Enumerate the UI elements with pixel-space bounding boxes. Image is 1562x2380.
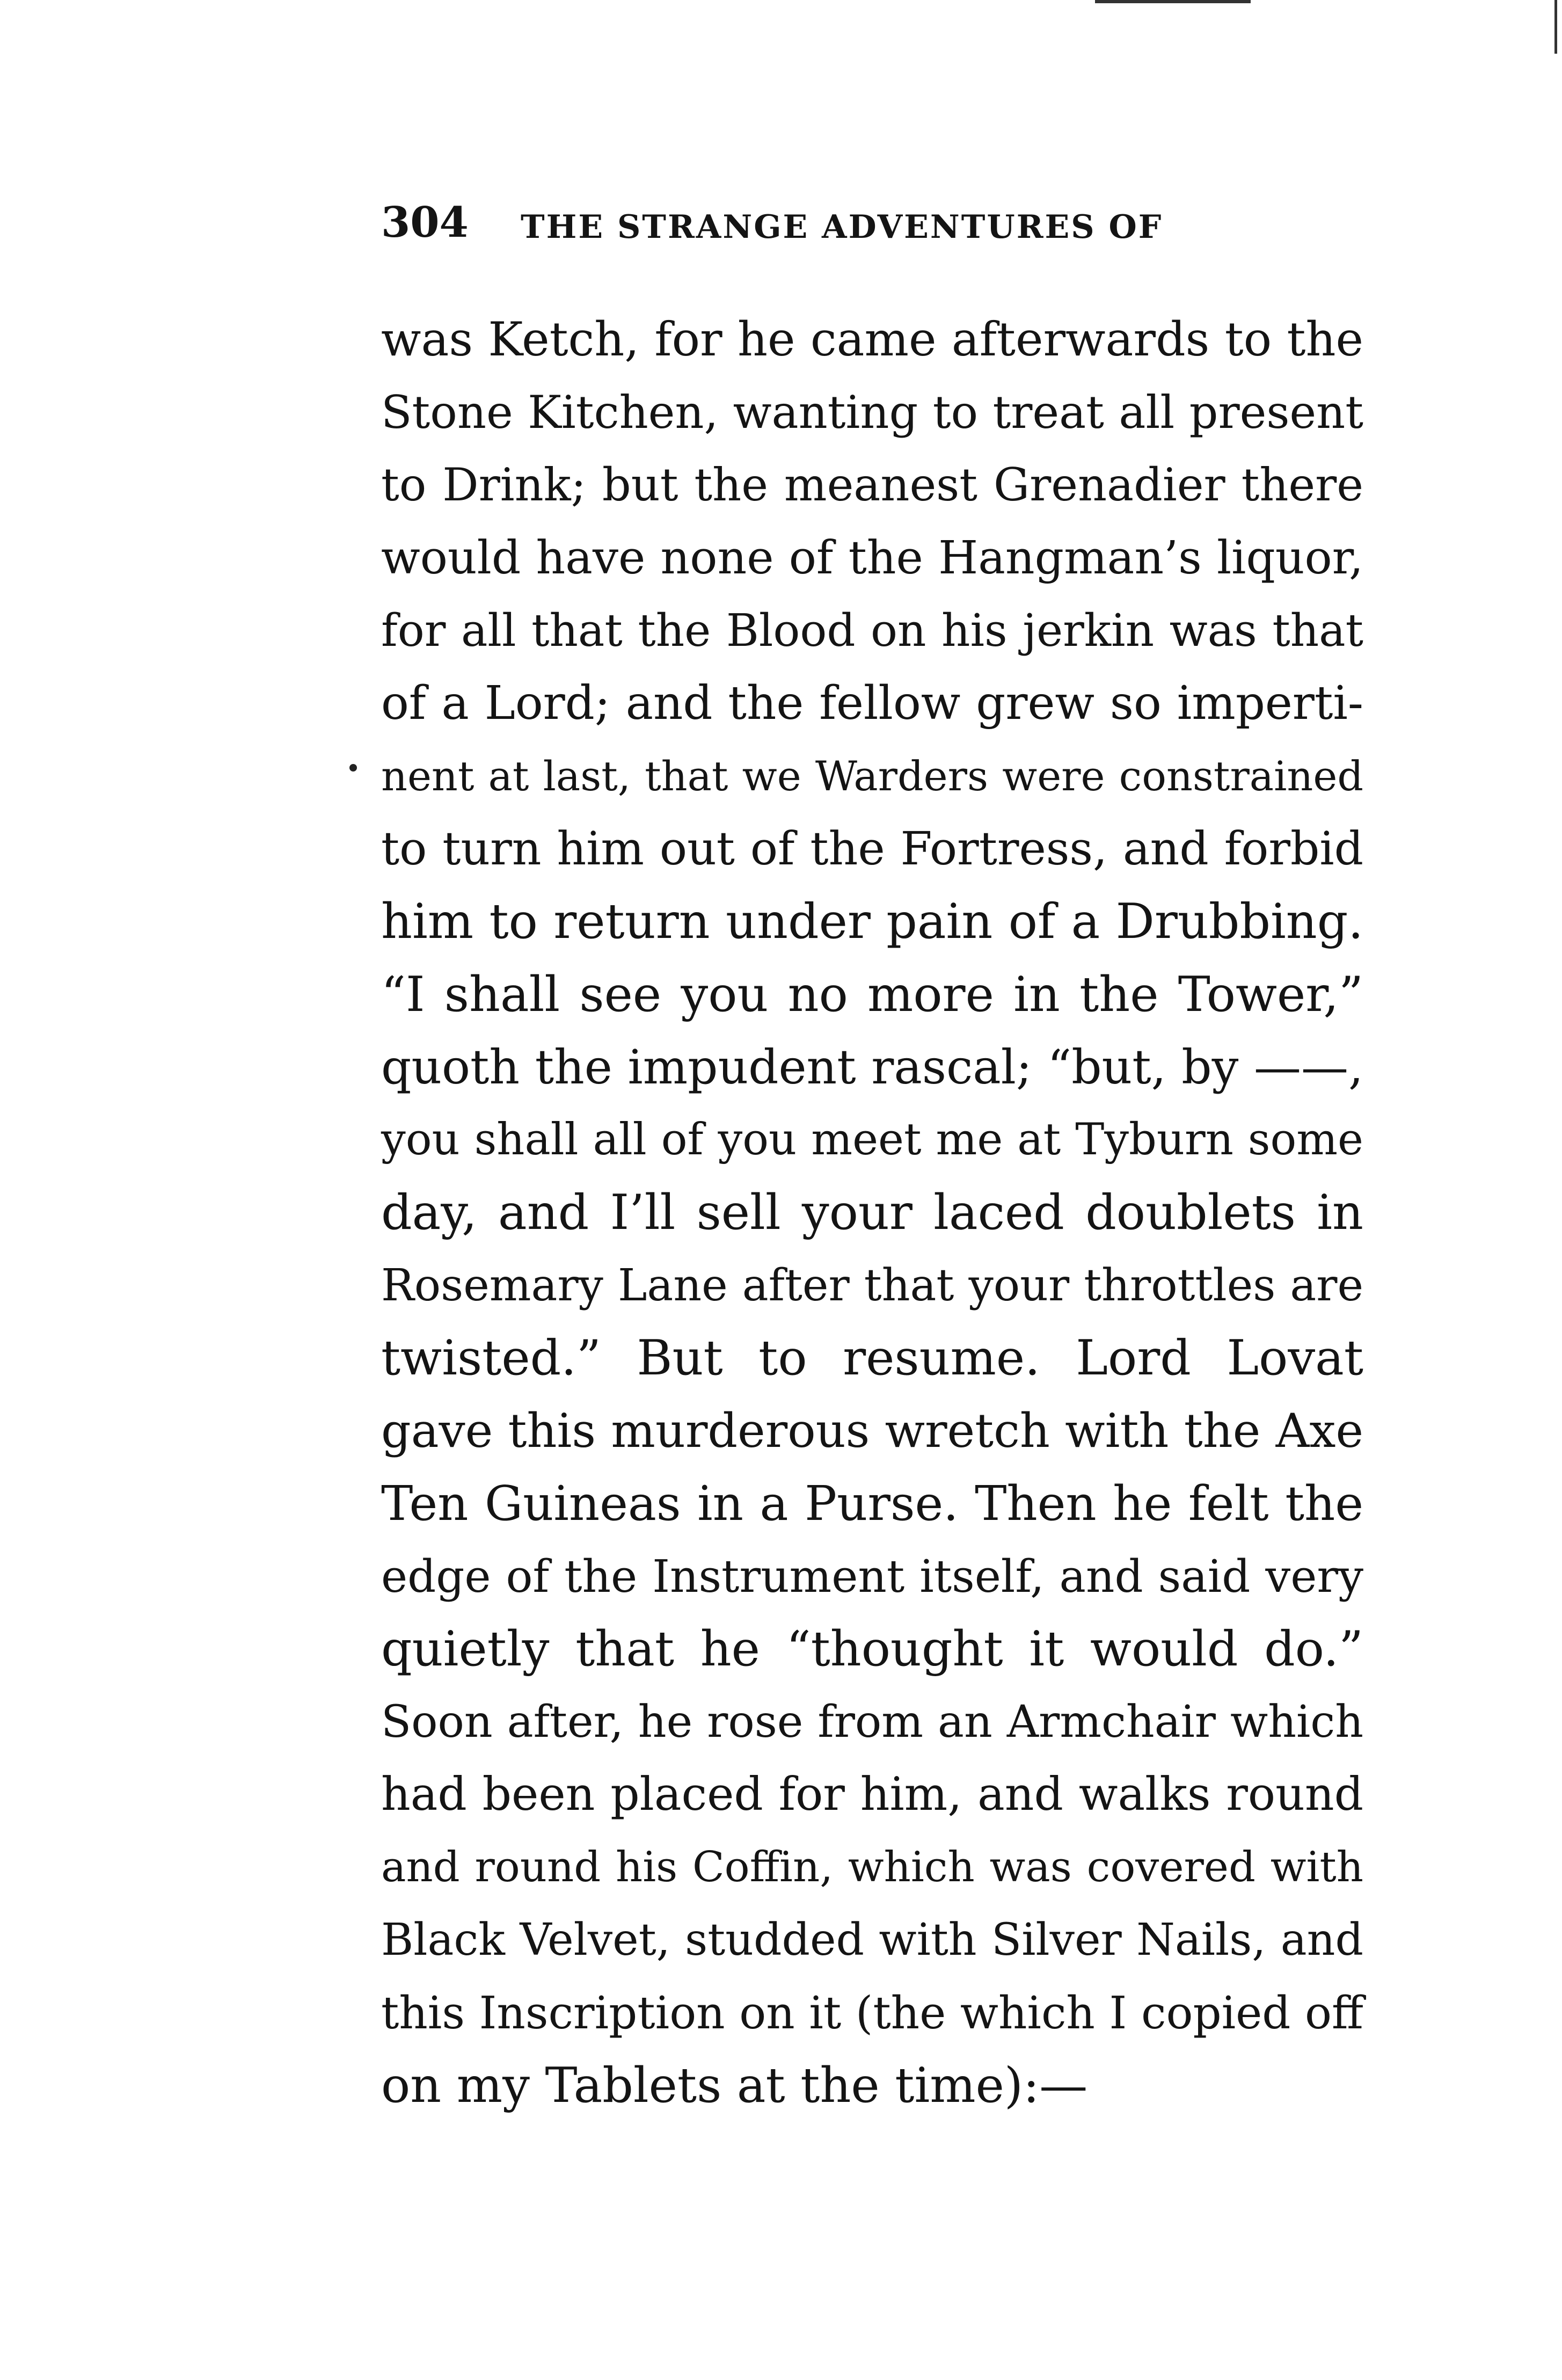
- body-text: [381, 303, 1363, 2122]
- text-line: Ten Guineas in a Purse. Then he felt the: [381, 1475, 1363, 1531]
- text-line: edge of the Instrument itself, and said very: [381, 1550, 1363, 1603]
- text-line: Stone Kitchen, wanting to treat all present: [381, 385, 1363, 439]
- text-line: twisted.” But to resume. Lord Lovat: [381, 1330, 1363, 1386]
- margin-dot: [349, 764, 357, 772]
- text-line: Rosemary Lane after that your throttles are: [381, 1260, 1363, 1311]
- text-line: him to return under pain of a Drubbing.: [381, 893, 1363, 950]
- text-line: had been placed for him, and walks round: [381, 1768, 1363, 1821]
- text-line: for all that the Blood on his jerkin was that: [381, 605, 1363, 657]
- text-line: to turn him out of the Fortress, and forbid: [381, 822, 1363, 876]
- text-line: “I shall see you no more in the Tower,”: [381, 966, 1363, 1023]
- right-edge-mark: [1554, 0, 1557, 54]
- text-line: this Inscription on it (the which I copied off: [381, 1986, 1363, 2039]
- text-line: to Drink; but the meanest Grenadier there: [381, 458, 1363, 511]
- text-line: of a Lord; and the fellow grew so imperti-: [381, 676, 1363, 730]
- text-line: quoth the impudent rascal; “but, by ——,: [381, 1039, 1363, 1095]
- text-line: would have none of the Hangman’s liquor,: [381, 531, 1363, 585]
- running-head: [381, 193, 1374, 252]
- text-line: on my Tablets at the time):—: [381, 2057, 1088, 2114]
- running-title: THE STRANGE ADVENTURES OF: [521, 208, 1163, 246]
- text-line: you shall all of you meet me at Tyburn some: [381, 1114, 1363, 1165]
- text-line: quietly that he “thought it would do.”: [381, 1621, 1363, 1677]
- page-number: 304: [381, 198, 469, 247]
- text-line: was Ketch, for he came afterwards to the: [381, 312, 1363, 367]
- text-line: Soon after, he rose from an Armchair which: [381, 1696, 1363, 1748]
- text-line: nent at last, that we Warders were constrained: [381, 752, 1363, 800]
- text-line: Black Velvet, studded with Silver Nails, and: [381, 1915, 1363, 1966]
- text-line: day, and I’ll sell your laced doublets in: [381, 1184, 1363, 1241]
- text-line: gave this murderous wretch with the Axe: [381, 1403, 1363, 1458]
- top-edge-mark: [1095, 0, 1251, 3]
- text-line: and round his Coffin, which was covered with: [381, 1843, 1363, 1891]
